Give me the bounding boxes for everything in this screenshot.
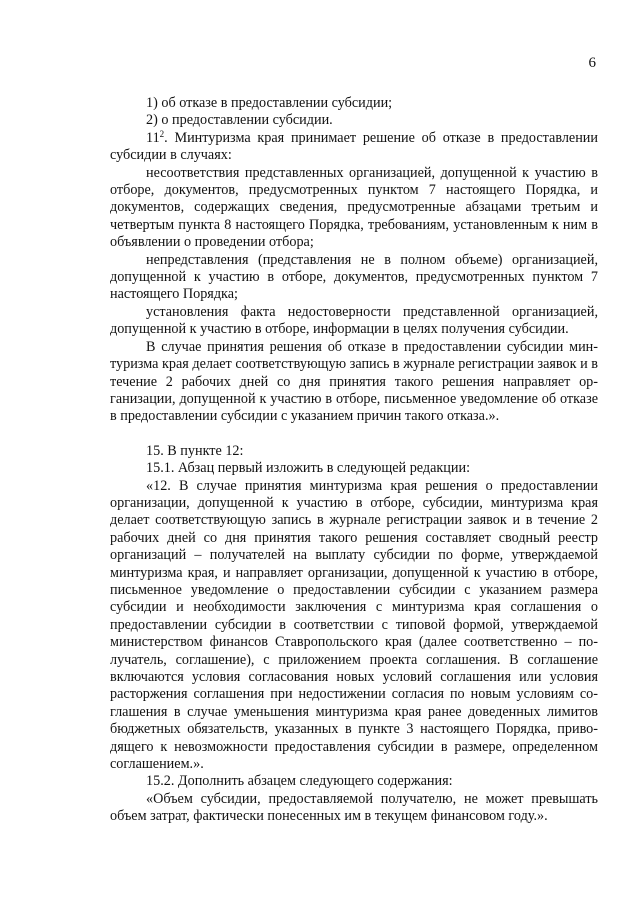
paragraph-item-15-1: 15.1. Абзац первый изложить в следующей редакции:	[146, 460, 471, 477]
paragraph-nonsubmission: непредставления (представления не в полном объеме) организацией, допущенной к участию в отборе, документов, предусмотренных пунктом 7 настоящего Порядка;	[110, 251, 598, 303]
paragraph-grant-option: 2) о предоставлении субсидии.	[146, 112, 333, 129]
paragraph-noncompliance: несоответствия представленных организацией, допущенной к участию в отборе, документов, предусмотренных пунктом 7 настоящего Порядка, и документов, содержащих сведения, предусмотренные абзацами третьим и четвертым пункта 8 настоящего Порядка, требованиям, установленным к ним в объявлении о проведении отбора;	[110, 164, 598, 251]
clause-number: 11	[146, 129, 160, 146]
page-number: 6	[588, 55, 596, 71]
document-body	[110, 95, 598, 826]
paragraph-item-15: 15. В пункте 12:	[146, 442, 244, 459]
paragraph-item-15-2: 15.2. Дополнить абзацем следующего содержания:	[146, 773, 453, 790]
paragraph-refusal-notice: В случае принятия решения об отказе в предоставлении субсидии минтуризма края делает соответствующую запись в журнале регистрации заявок и в течение 2 рабочих дней со дня принятия такого решения направляет организации, допущенной к участию в отборе, письменное уведомление об отказе в предоставлении субсидии с указанием причин такого отказа.».	[110, 338, 598, 425]
clause-text: . Минтуризма края принимает решение об отказе в предоставлении субсидии в случаях:	[110, 129, 598, 164]
paragraph-clause-12-text: «12. В случае принятия минтуризма края решения о предоставлении организации, допущенной к участию в отборе, субсидии, минтуризма края делает соответствующую запись в журнале регистрации заявок и в течение 2 рабочих дней со дня принятия такого решения составляет сводный реестр организаций – получателей на выплату субсидии по форме, утверждаемой минтуризма края, и направляет организации, допущенной к участию в отборе, письменное уведомление о предоставлении субсидии с указанием размера субсидии и необходимости заключения с минтуризма края соглашения о предоставлении субсидии в соответствии с типовой формой, утверждаемой министерством финансов Ставропольского края (далее соответственно – получатель, соглашение), с приложением проекта соглашения. В соглашение включаются условия согласования новых условий соглашения или условия расторжения соглашения при недостижении согласия по новым условиям соглашения в случае уменьшения минтуризма края ранее доведенных лимитов бюджетных обязательств, указанных в пункте 3 настоящего Порядка, приводящего к невозможности предоставления субсидии в размере, определенном соглашением.».	[110, 477, 598, 773]
clause-superscript: 2	[159, 128, 165, 139]
paragraph-subsidy-limit: «Объем субсидии, предоставляемой получателю, не может превышать объем затрат, фактически понесенных им в текущем финансовом году.».	[110, 790, 598, 825]
paragraph-unreliable-info: установления факта недостоверности представленной организацией, допущенной к участию в отборе, информации в целях получения субсидии.	[110, 303, 598, 338]
paragraph-11-2-intro	[110, 130, 598, 165]
paragraph-refusal-option: 1) об отказе в предоставлении субсидии;	[146, 95, 393, 111]
